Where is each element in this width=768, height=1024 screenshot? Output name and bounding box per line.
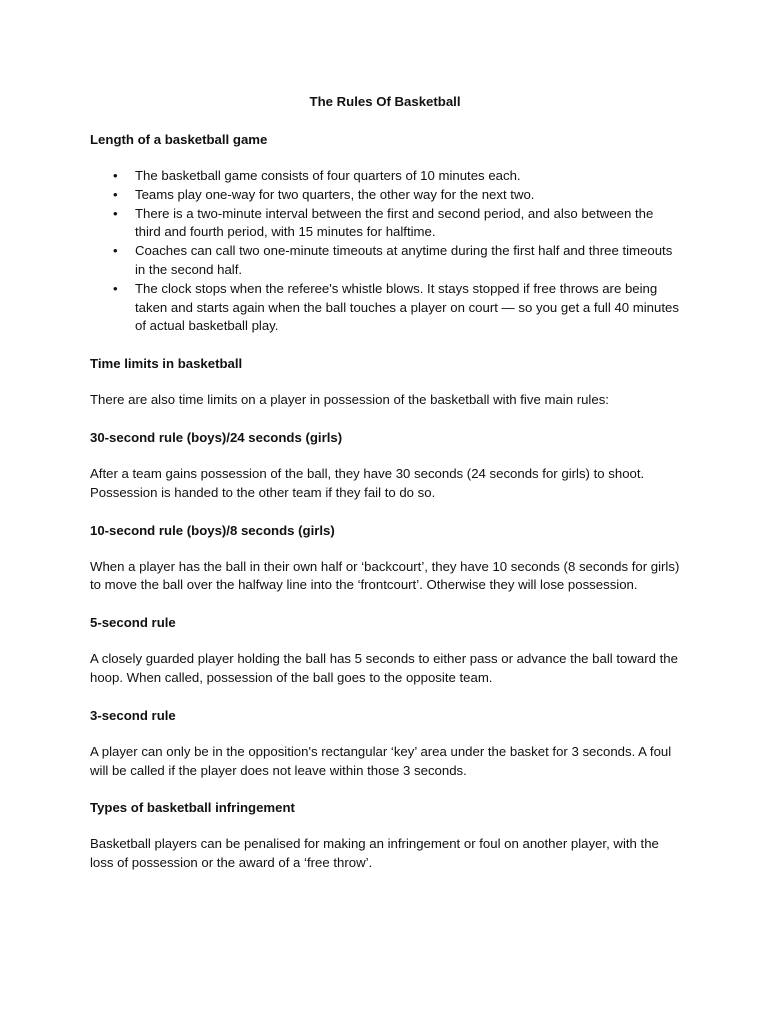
section-heading-10-second-rule: 10-second rule (boys)/8 seconds (girls) bbox=[90, 522, 335, 538]
bullet-icon: • bbox=[113, 243, 118, 259]
bullet-item bbox=[90, 242, 680, 280]
bullet-item bbox=[90, 280, 680, 336]
bullet-icon: • bbox=[113, 168, 118, 183]
bullet-icon: • bbox=[113, 280, 118, 296]
section-heading-game-length: Length of a basketball game bbox=[90, 132, 268, 147]
document-title: The Rules Of Basketball bbox=[309, 94, 461, 109]
bullet-text: The basketball game consists of four quarters of 10 minutes each. bbox=[135, 168, 521, 183]
section-paragraph-5-second-rule: A closely guarded player holding the ball has 5 seconds to either pass or advance the ball toward the hoop. When called, possession of the ball goes to the opposite team. bbox=[90, 651, 678, 685]
section-heading-infringement: Types of basketball infringement bbox=[90, 800, 295, 816]
bullet-list-game-length bbox=[90, 167, 680, 336]
bullet-icon: • bbox=[113, 205, 118, 221]
section-paragraph-time-limits: There are also time limits on a player in possession of the basketball with five main rules: bbox=[90, 392, 609, 408]
bullet-text: There is a two-minute interval between the first and second period, and also between the third and fourth period, with 15 minutes for halftime. bbox=[135, 205, 654, 240]
bullet-text: Teams play one-way for two quarters, the other way for the next two. bbox=[135, 186, 535, 202]
bullet-item bbox=[90, 205, 680, 243]
bullet-text: Coaches can call two one-minute timeouts at anytime during the first half and three timeouts in the second half. bbox=[135, 243, 673, 277]
bullet-text: The clock stops when the referee's whistle blows. It stays stopped if free throws are being taken and starts again when the ball touches a player on court — so you get a full 40 minutes of actual basketball play. bbox=[135, 280, 679, 334]
section-paragraph-10-second-rule: When a player has the ball in their own half or ‘backcourt’, they have 10 seconds (8 seconds for girls) to move the ball over the halfway line into the ‘frontcourt’. Otherwise they will lose possession. bbox=[90, 558, 680, 593]
section-heading-3-second-rule: 3-second rule bbox=[90, 707, 176, 723]
section-heading-time-limits: Time limits in basketball bbox=[90, 356, 243, 372]
bullet-item bbox=[90, 167, 680, 186]
section-paragraph-3-second-rule: A player can only be in the opposition's rectangular ‘key’ area under the basket for 3 seconds. A foul will be called if the player does not leave within those 3 seconds. bbox=[90, 743, 672, 778]
section-heading-5-second-rule: 5-second rule bbox=[90, 615, 176, 631]
bullet-icon: • bbox=[113, 186, 118, 202]
section-paragraph-30-second-rule: After a team gains possession of the ball, they have 30 seconds (24 seconds for girls) to shoot. Possession is handed to the other team if they fail to do so. bbox=[90, 465, 645, 500]
document-page bbox=[90, 92, 680, 891]
section-heading-30-second-rule: 30-second rule (boys)/24 seconds (girls) bbox=[90, 429, 343, 445]
section-paragraph-infringement: Basketball players can be penalised for making an infringement or foul on another player, with the loss of possession or the award of a ‘free throw’. bbox=[90, 836, 659, 871]
bullet-item bbox=[90, 186, 680, 205]
